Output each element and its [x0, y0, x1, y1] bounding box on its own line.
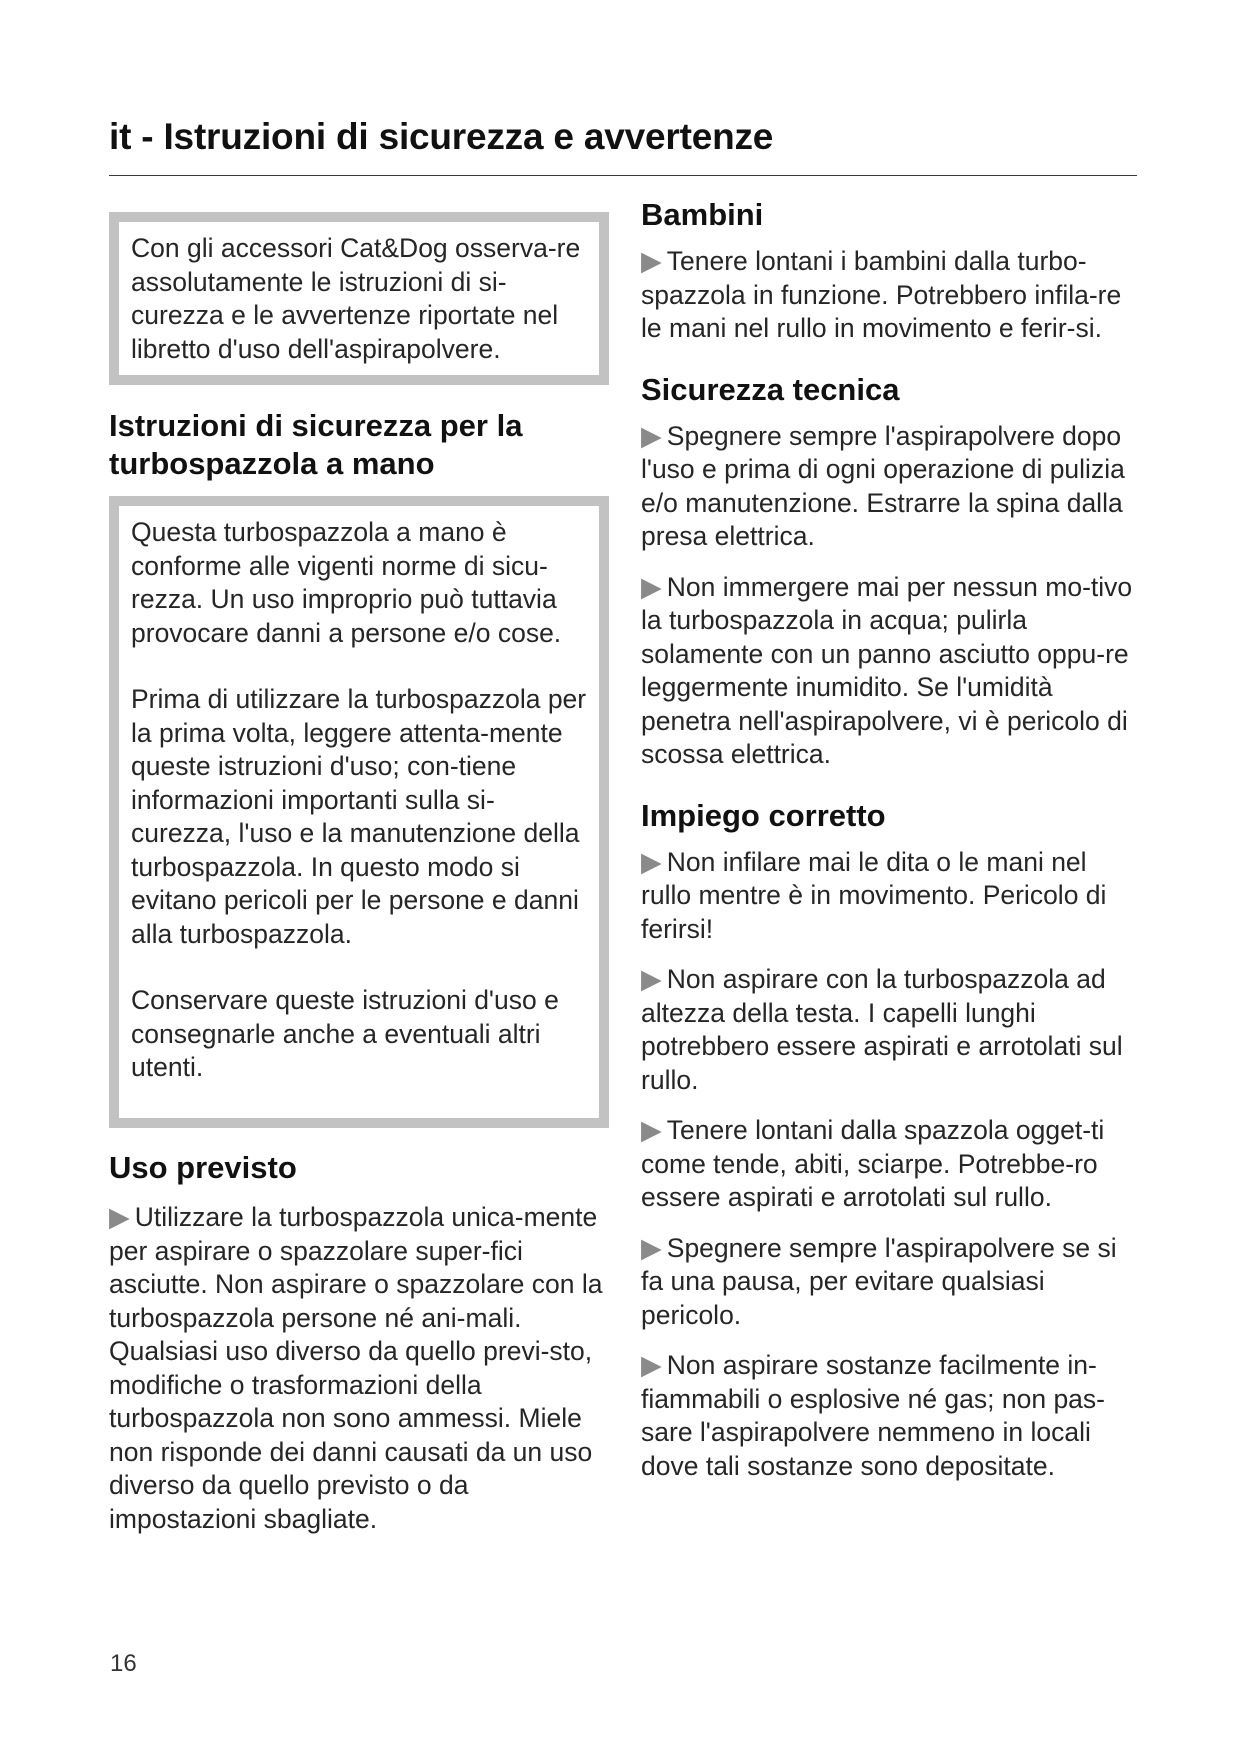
intro-text: Con gli accessori Cat&Dog osserva-re assolutamente le istruzioni di si-curezza e le avvertenze riportate nel libretto d'uso dell'aspirapolvere.: [131, 233, 581, 364]
bullet-text: Utilizzare la turbospazzola unica-mente per aspirare o spazzolare super-fici asciutte. Non aspirare o spazzolare con la turbospazzola persone né ani-mali.: [109, 1202, 603, 1333]
notice-paragraph: Conservare queste istruzioni d'uso e consegnarle anche a eventuali altri utenti.: [131, 985, 559, 1082]
bullet-text: Non immergere mai per nessun mo-tivo la turbospazzola in acqua; pulirla solamente con un panno asciutto oppu-re leggermente inumidito. Se l'umidità penetra nell'aspirapolvere, vi è pericolo di scossa elettrica.: [641, 571, 1133, 769]
section-title-uso-previsto: Uso previsto: [109, 1150, 297, 1185]
bullet-text: Tenere lontani i bambini dalla turbo-spazzola in funzione. Potrebbero infila-re le mani nel rullo in movimento e ferir-si.: [641, 246, 1122, 343]
bullet-item: [641, 846, 1141, 947]
left-column: [109, 212, 609, 1536]
bullet-arrow-icon: ▶: [109, 1202, 130, 1232]
bullet-arrow-icon: ▶: [641, 846, 662, 877]
bullet-item: [641, 1114, 1141, 1215]
bullet-text: Non infilare mai le dita o le mani nel rullo mentre è in movimento. Pericolo di ferirsi!: [641, 846, 1107, 944]
section-title-bambini: Bambini: [641, 197, 764, 232]
turbospazzola-notice-box: [109, 496, 609, 1128]
bullet-item: [641, 963, 1141, 1097]
bullet-text: Spegnere sempre l'aspirapolvere dopo l'uso e prima di ogni operazione di pulizia e/o manutenzione. Estrarre la spina dalla presa elettrica.: [641, 420, 1125, 551]
bullet-item: [109, 1201, 609, 1335]
notice-paragraph: Prima di utilizzare la turbospazzola per la prima volta, leggere attenta-mente queste istruzioni d'uso; con-tiene informazioni importanti sulla si-curezza, l'uso e la manutenzione della turbospazzola. In questo modo si evitano pericoli per le persone e danni alla turbospazzola.: [131, 684, 587, 949]
bullet-arrow-icon: ▶: [641, 1232, 662, 1263]
bullet-item: [641, 571, 1141, 772]
bullet-item: [641, 245, 1141, 346]
bullet-arrow-icon: ▶: [641, 420, 662, 451]
bullet-text: Spegnere sempre l'aspirapolvere se si fa una pausa, per evitare qualsiasi pericolo.: [641, 1232, 1117, 1330]
bullet-arrow-icon: ▶: [641, 246, 662, 276]
bullet-text: Non aspirare con la turbospazzola ad altezza della testa. I capelli lunghi potrebbero essere aspirati e arrotolati sul rullo.: [641, 964, 1123, 1095]
title-divider: [109, 175, 1137, 176]
bullet-arrow-icon: ▶: [641, 1115, 662, 1145]
section-title-sicurezza-tecnica: Sicurezza tecnica: [641, 371, 900, 407]
bullet-item: [641, 1349, 1141, 1483]
uso-previsto-text: Qualsiasi uso diverso da quello previ-sto, modifiche o trasformazioni della turbospazzola non sono ammessi. Miele non risponde dei danni causati da un uso diverso da quello previsto o da impostazioni sbagliate.: [109, 1336, 593, 1534]
page-number: 16: [110, 1650, 137, 1677]
right-column: [641, 196, 1141, 1500]
bullet-arrow-icon: ▶: [641, 964, 662, 994]
bullet-arrow-icon: ▶: [641, 571, 662, 602]
intro-notice-box: [109, 212, 609, 385]
bullet-arrow-icon: ▶: [641, 1350, 662, 1380]
section-title-impiego-corretto: Impiego corretto: [641, 797, 886, 833]
section-title-turbospazzola: Istruzioni di sicurezza per la turbospazzola a mano: [109, 408, 523, 481]
bullet-item: [641, 420, 1141, 554]
bullet-item: [641, 1232, 1141, 1333]
bullet-text: Non aspirare sostanze facilmente in-fiammabili o esplosive né gas; non pas-sare l'aspirapolvere nemmeno in locali dove tali sostanze sono depositate.: [641, 1350, 1105, 1481]
notice-paragraph: Questa turbospazzola a mano è conforme alle vigenti norme di sicu-rezza. Un uso improprio può tuttavia provocare danni a persone e/o cose.: [131, 517, 562, 648]
bullet-text: Tenere lontani dalla spazzola ogget-ti come tende, abiti, sciarpe. Potrebbe-ro essere aspirati e arrotolati sul rullo.: [641, 1115, 1105, 1212]
page-title: it - Istruzioni di sicurezza e avvertenze: [109, 116, 774, 157]
